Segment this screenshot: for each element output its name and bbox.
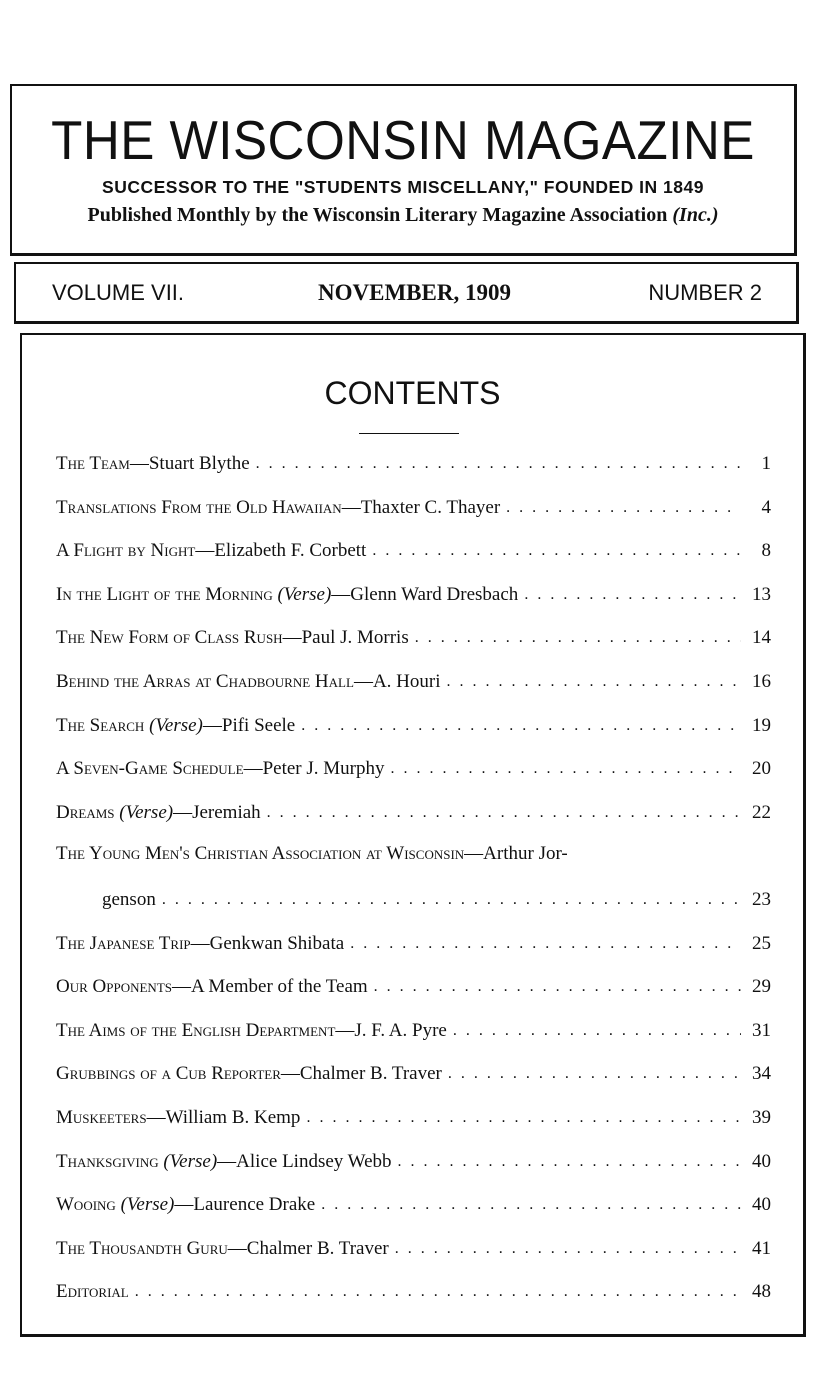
verse-tag: (Verse) (119, 801, 174, 823)
entry-title: Wooing (56, 1194, 116, 1216)
toc-entry: Wooing (Verse) — Laurence Drake . . . 40 (56, 1190, 771, 1218)
entry-author: Chalmer B. Traver (246, 1237, 389, 1259)
issue-bar (14, 262, 799, 324)
entry-author: Glenn Ward Dresbach (350, 583, 519, 605)
entry-author: Paul J. Morris (301, 627, 409, 649)
publisher-line (12, 202, 794, 228)
entry-author: A Member of the Team (191, 976, 368, 998)
entry-page: 39 (752, 1107, 771, 1128)
entry-title: Editorial (56, 1281, 129, 1303)
entry-author: J. F. A. Pyre (354, 1019, 447, 1041)
toc-entry: A Flight by Night — Elizabeth F. Corbett . . . 8 (56, 536, 771, 564)
entry-title: The Aims of the English Department (56, 1019, 336, 1041)
entry-page: 22 (752, 801, 771, 823)
entry-title: In the Light of the Morning (56, 583, 273, 605)
entry-author: William B. Kemp (165, 1107, 301, 1128)
entry-title: A Flight by Night (56, 540, 196, 562)
entry-page: 40 (752, 1150, 771, 1172)
toc-entry: The Aims of the English Department — J. F. A. Pyre . . . 31 (56, 1016, 771, 1044)
entry-author: A. Houri (372, 671, 441, 692)
entry-page: 13 (752, 583, 771, 605)
toc-entry: A Seven-Game Schedule — Peter J. Murphy . . . 20 (56, 754, 771, 782)
toc-entry: Thanksgiving (Verse) — Alice Lindsey Webb . . . 40 (56, 1147, 771, 1175)
leader-dots (306, 1105, 741, 1131)
entry-title: Grubbings of a Cub Reporter (56, 1063, 281, 1085)
publisher-text: Published Monthly by the Wisconsin Literary Magazine Association (87, 204, 668, 226)
publisher-inc: (Inc.) (672, 204, 719, 226)
entry-page: 40 (752, 1194, 771, 1216)
entry-page: 31 (752, 1019, 771, 1041)
entry-page: 20 (752, 758, 771, 780)
entry-title: Muskeeters (56, 1107, 147, 1128)
entry-author: Peter J. Murphy (262, 758, 385, 780)
leader-dots (395, 1236, 741, 1262)
toc-entry: Dreams (Verse) — Jeremiah . . . 22 (56, 798, 771, 826)
entry-title: A Seven-Game Schedule (56, 758, 244, 780)
leader-dots (321, 1192, 741, 1218)
leader-dots (524, 582, 741, 608)
leader-dots (447, 669, 742, 695)
magazine-title: THE WISCONSIN MAGAZINE (51, 109, 755, 171)
verse-tag: (Verse) (163, 1150, 218, 1172)
entry-page: 16 (752, 671, 771, 692)
leader-dots (390, 756, 741, 782)
entry-title: The Young Men's Christian Association at Wisconsin (56, 843, 465, 865)
toc-entry: The Japanese Trip — Genkwan Shibata . . . 25 (56, 929, 771, 957)
entry-title: The Search (56, 714, 145, 736)
entry-title: The Japanese Trip (56, 932, 191, 954)
toc-entry: The Young Men's Christian Association at Wisconsin—Arthur Jor- (56, 843, 568, 865)
volume-label: VOLUME VII. (52, 280, 185, 305)
contents-heading: CONTENTS (324, 375, 501, 411)
leader-dots (350, 931, 741, 957)
entry-author: Genkwan Shibata (209, 932, 345, 954)
entry-author: Thaxter C. Thayer (360, 496, 501, 518)
entry-page: 34 (752, 1063, 771, 1085)
entry-page: 48 (752, 1281, 771, 1303)
verse-tag: (Verse) (149, 714, 203, 736)
toc-entry: Muskeeters — William B. Kemp . . . 39 (56, 1103, 771, 1131)
entry-author: Chalmer B. Traver (299, 1063, 442, 1085)
leader-dots (267, 800, 741, 826)
entry-page: 14 (752, 627, 771, 649)
leader-dots (448, 1061, 741, 1087)
entry-title: The Team (56, 453, 130, 474)
toc-entry: The New Form of Class Rush — Paul J. Morris . . . 14 (56, 623, 771, 651)
toc-entry: The Search (Verse) — Pifi Seele . . . 19 (56, 711, 771, 739)
entry-title: Our Opponents (56, 976, 172, 998)
masthead (10, 84, 797, 256)
entry-page: 23 (752, 889, 771, 910)
toc-entry: Behind the Arras at Chadbourne Hall — A. Houri . . . 16 (56, 667, 771, 695)
entry-author-continued: genson (102, 889, 156, 910)
entry-author: Jeremiah (192, 801, 261, 823)
toc-entry-continuation (102, 885, 771, 913)
leader-dots (135, 1279, 741, 1305)
toc-entry: In the Light of the Morning (Verse) — Glenn Ward Dresbach . . . 13 (56, 580, 771, 608)
toc-entry: Our Opponents — A Member of the Team . . . 29 (56, 972, 771, 1000)
toc-entry: Grubbings of a Cub Reporter — Chalmer B. Traver . . . 34 (56, 1059, 771, 1087)
leader-dots (372, 538, 741, 564)
leader-dots (162, 887, 741, 913)
leader-dots (256, 451, 741, 477)
entry-page: 8 (761, 540, 771, 562)
verse-tag: (Verse) (120, 1194, 175, 1216)
contents-section (20, 333, 806, 1337)
toc-entry: The Team — Stuart Blythe . . . 1 (56, 449, 771, 477)
entry-author: Elizabeth F. Corbett (214, 540, 367, 562)
leader-dots (506, 495, 741, 521)
entry-page: 4 (761, 496, 771, 518)
entry-title: Dreams (56, 801, 115, 823)
issue-date: NOVEMBER, 1909 (318, 280, 511, 305)
entry-author: Stuart Blythe (148, 453, 250, 474)
leader-dots (374, 974, 741, 1000)
entry-title: Thanksgiving (56, 1150, 159, 1172)
entry-page: 19 (752, 714, 771, 736)
entry-page: 29 (752, 976, 771, 998)
leader-dots (453, 1018, 741, 1044)
leader-dots (415, 625, 741, 651)
leader-dots (301, 713, 741, 739)
entry-title: The Thousandth Guru (56, 1237, 228, 1259)
leader-dots (398, 1149, 741, 1175)
magazine-subtitle: SUCCESSOR TO THE "STUDENTS MISCELLANY," FOUNDED IN 1849 (102, 177, 704, 197)
entry-title: Translations From the Old Hawaiian (56, 496, 342, 518)
entry-page: 41 (752, 1237, 771, 1259)
entry-title: The New Form of Class Rush (56, 627, 283, 649)
entry-author: Arthur Jor- (483, 843, 568, 865)
entry-page: 1 (761, 453, 771, 474)
toc-entry: The Thousandth Guru — Chalmer B. Traver . . . 41 (56, 1234, 771, 1262)
entry-author: Pifi Seele (221, 714, 296, 736)
issue-number: NUMBER 2 (648, 280, 762, 305)
entry-author: Alice Lindsey Webb (236, 1150, 392, 1172)
entry-author: Laurence Drake (193, 1194, 316, 1216)
heading-rule (359, 433, 459, 434)
entry-title: Behind the Arras at Chadbourne Hall (56, 671, 354, 692)
toc-entry (56, 1277, 771, 1305)
verse-tag: (Verse) (277, 583, 332, 605)
entry-page: 25 (752, 932, 771, 954)
toc-entry: Translations From the Old Hawaiian — Thaxter C. Thayer . . . 4 (56, 493, 771, 521)
